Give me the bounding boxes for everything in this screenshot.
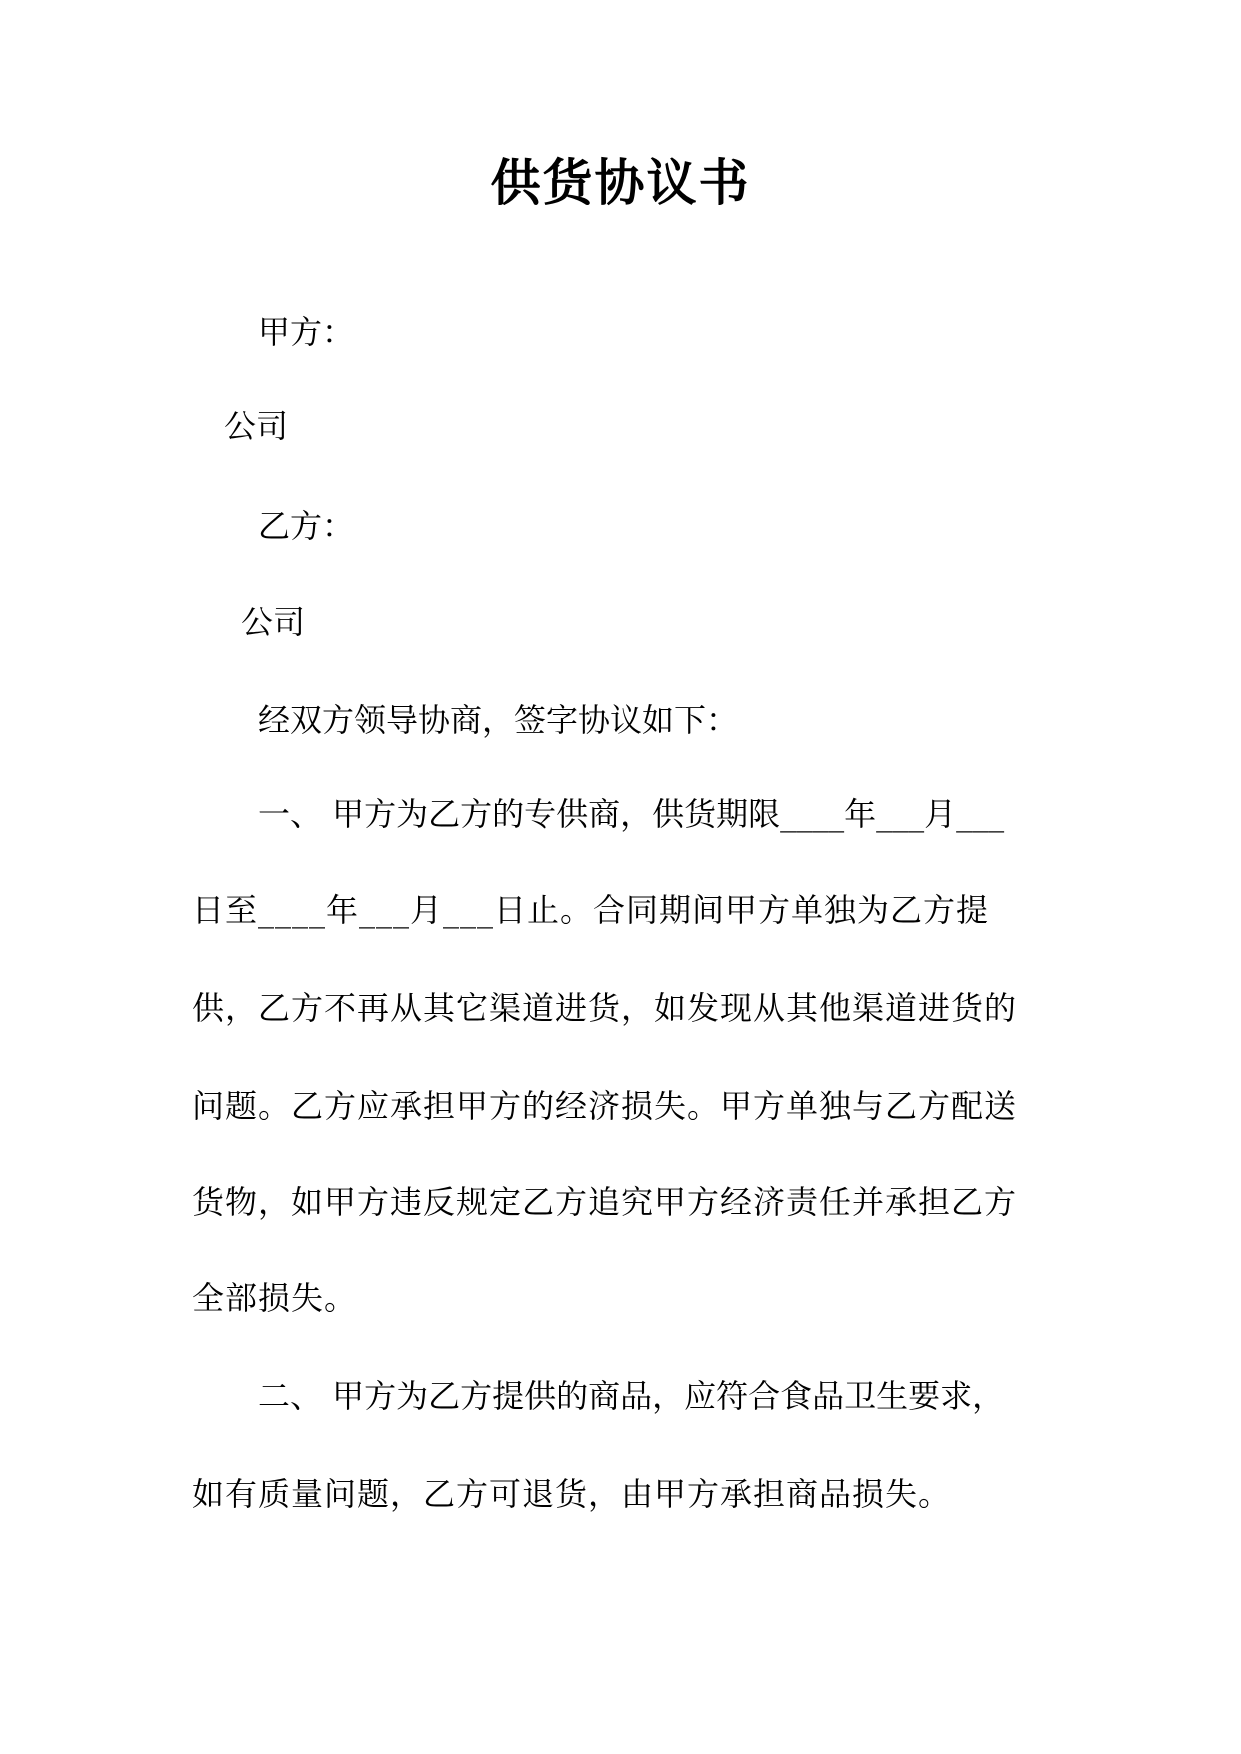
clause-1-line: 供，乙方不再从其它渠道进货，如发现从其他渠道进货的	[192, 989, 1018, 1027]
clause-1-line: 日至____年___月___日止。合同期间甲方单独为乙方提	[192, 891, 990, 929]
party-b-label: 乙方：	[258, 507, 355, 545]
clause-1-line: 问题。乙方应承担甲方的经济损失。甲方单独与乙方配送	[192, 1087, 1018, 1125]
party-a-company: 公司	[224, 407, 289, 445]
document-title: 供货协议书	[490, 153, 751, 212]
intro-paragraph: 经双方领导协商，签字协议如下：	[258, 701, 739, 739]
clause-1-line: 货物，如甲方违反规定乙方追究甲方经济责任并承担乙方	[192, 1183, 1018, 1221]
clause-1-line: 全部损失。	[192, 1279, 358, 1317]
party-b-company: 公司	[241, 603, 306, 641]
clause-1-line: 一、 甲方为乙方的专供商，供货期限____年___月___	[258, 795, 1005, 833]
clause-2-line: 如有质量问题，乙方可退货，由甲方承担商品损失。	[192, 1475, 952, 1513]
clause-2-line: 二、 甲方为乙方提供的商品，应符合食品卫生要求，	[258, 1377, 1005, 1415]
party-a-label: 甲方：	[258, 313, 355, 351]
